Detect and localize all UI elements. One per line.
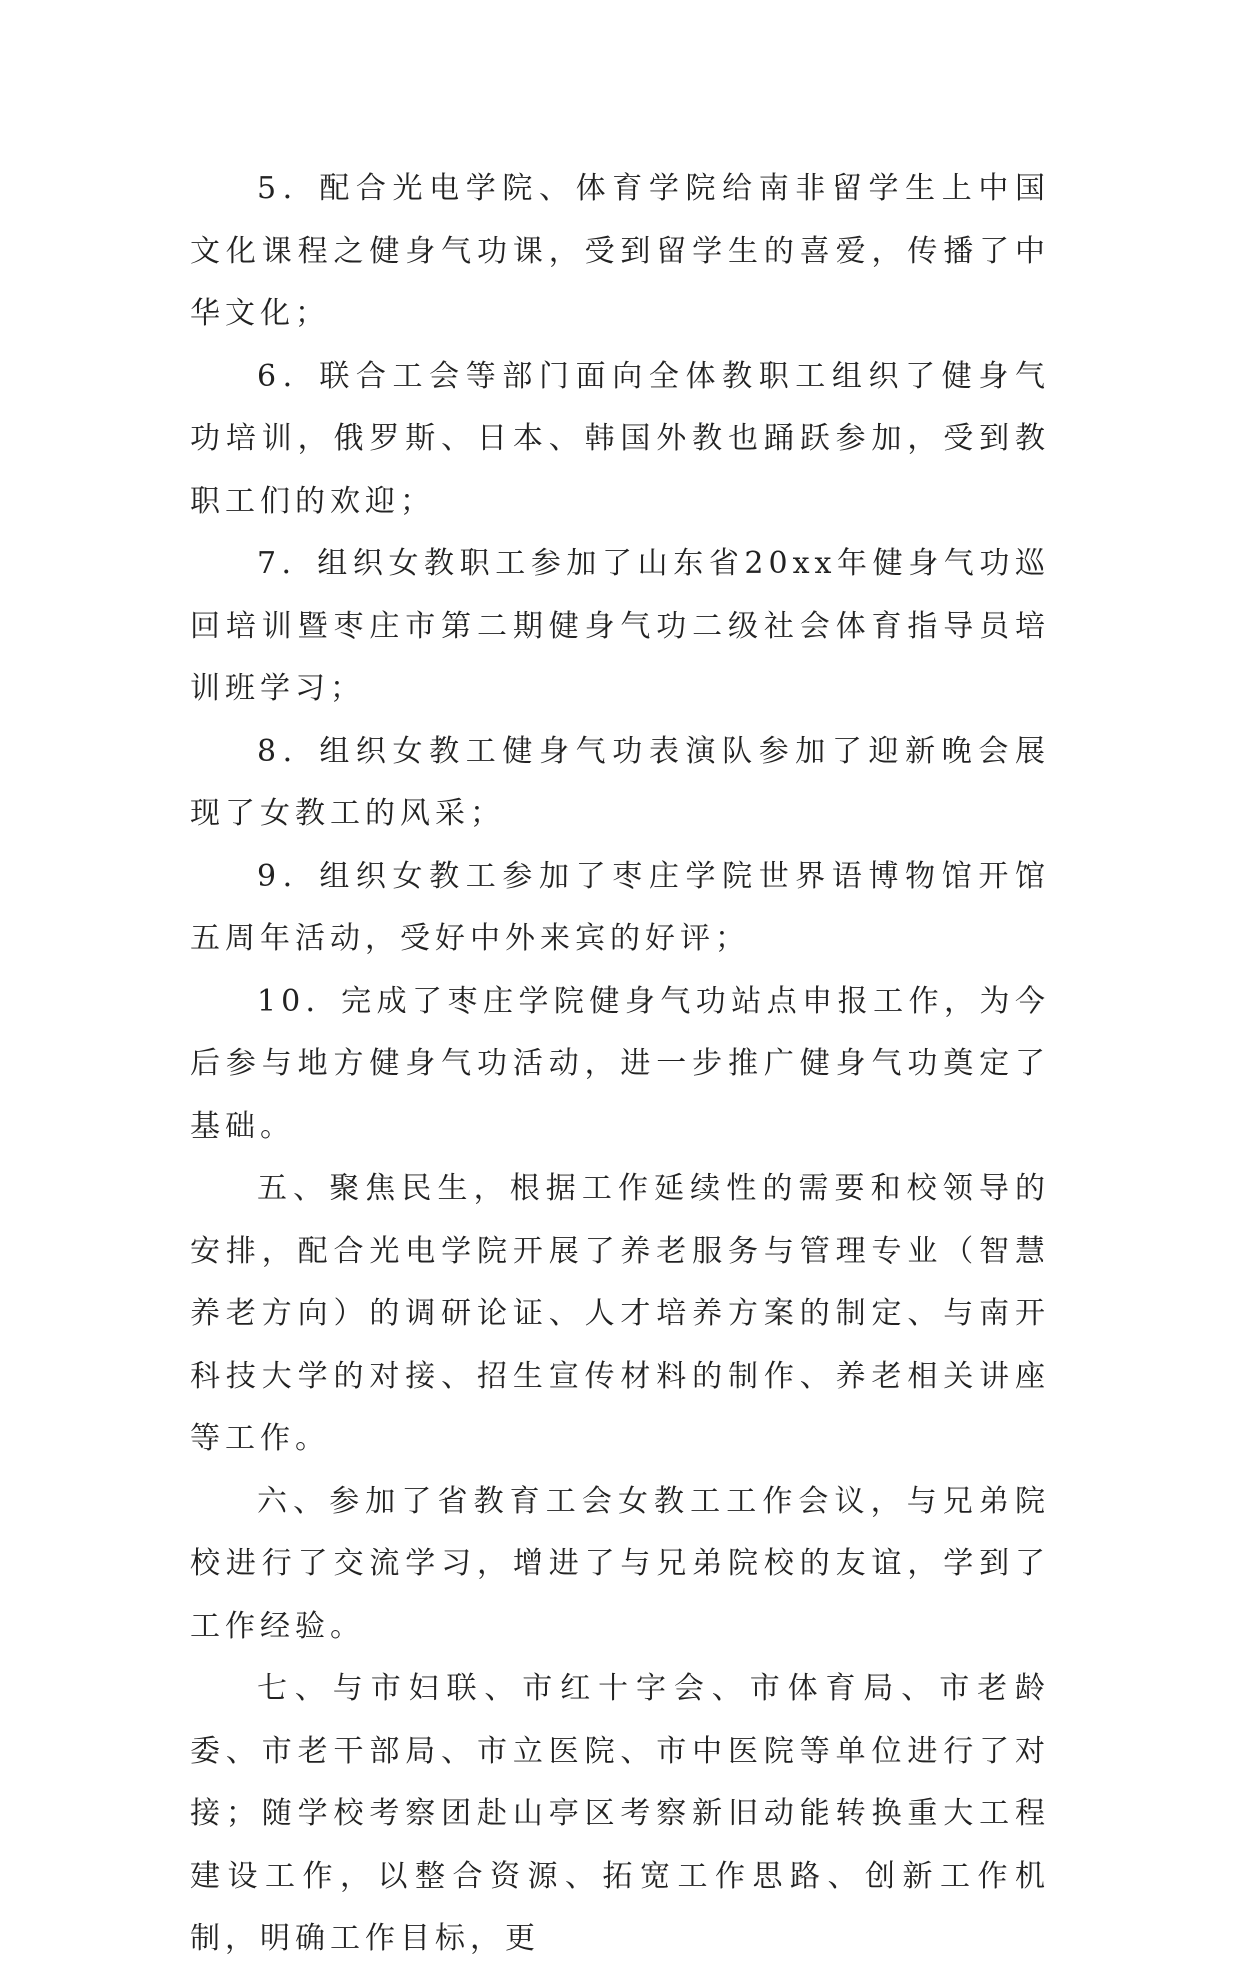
paragraph-item-8: 8．组织女教工健身气功表演队参加了迎新晚会展现了女教工的风采； [190, 733, 1050, 831]
paragraph-item-7: 7．组织女教职工参加了山东省20xx年健身气功巡回培训暨枣庄市第二期健身气功二级社会体育指导员培训班学习； [190, 546, 1050, 706]
paragraph-section-6: 六、参加了省教育工会女教工工作会议，与兄弟院校进行了交流学习，增进了与兄弟院校的友谊，学到了工作经验。 [190, 1483, 1050, 1644]
paragraph-item-5: 5．配合光电学院、体育学院给南非留学生上中国文化课程之健身气功课，受到留学生的喜爱，传播了中华文化； [190, 171, 1050, 331]
paragraph-item-9: 9．组织女教工参加了枣庄学院世界语博物馆开馆五周年活动，受好中外来宾的好评； [190, 858, 1050, 956]
paragraph-item-10: 10．完成了枣庄学院健身气功站点申报工作，为今后参与地方健身气功活动，进一步推广健身气功奠定了基础。 [190, 983, 1050, 1144]
paragraph-item-6: 6．联合工会等部门面向全体教职工组织了健身气功培训，俄罗斯、日本、韩国外教也踊跃参加，受到教职工们的欢迎； [190, 358, 1050, 519]
document-body [190, 158, 1050, 1971]
paragraph-section-5: 五、聚焦民生，根据工作延续性的需要和校领导的安排，配合光电学院开展了养老服务与管理专业（智慧养老方向）的调研论证、人才培养方案的制定、与南开科技大学的对接、招生宣传材料的制作、养老相关讲座等工作。 [190, 1171, 1050, 1456]
paragraph-section-7: 七、与市妇联、市红十字会、市体育局、市老龄委、市老干部局、市立医院、市中医院等单位进行了对接；随学校考察团赴山亭区考察新旧动能转换重大工程建设工作，以整合资源、拓宽工作思路、创新工作机制，明确工作目标，更 [190, 1671, 1050, 1956]
